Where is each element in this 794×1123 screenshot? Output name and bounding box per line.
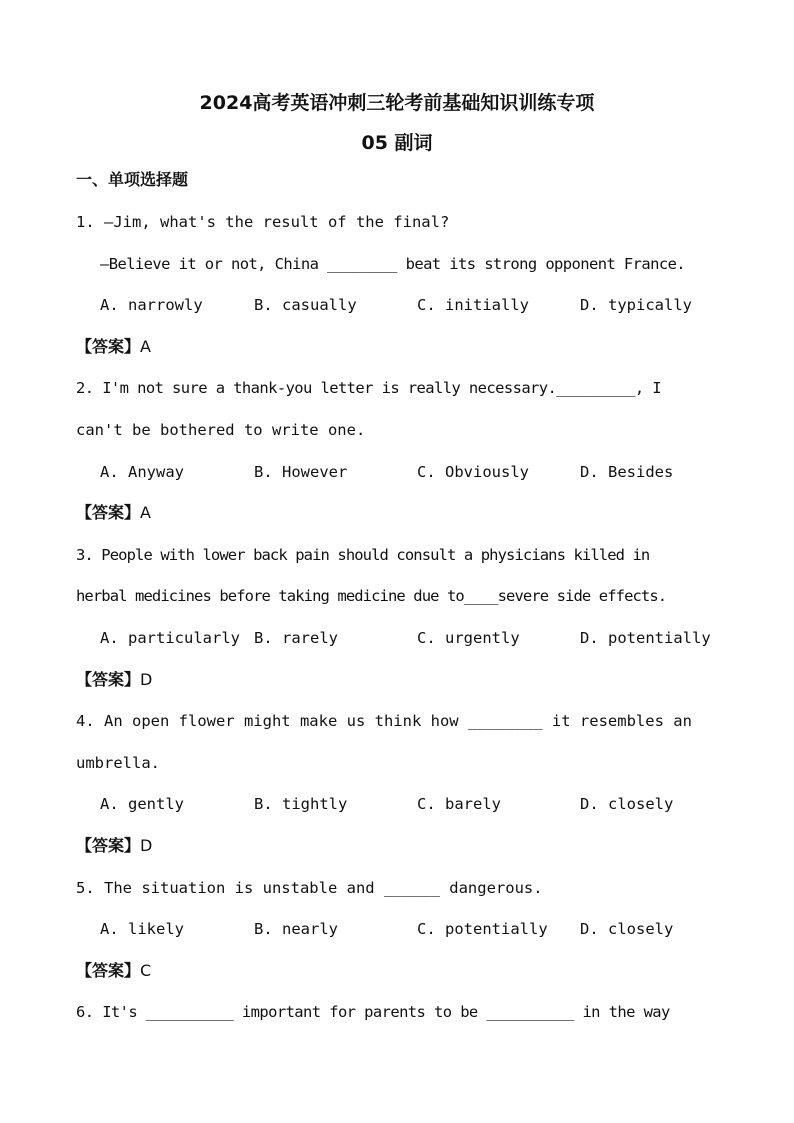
section-heading: 一、单项选择题 xyxy=(76,170,189,189)
answer-label: 【答案】 xyxy=(76,503,141,522)
answer-value: A xyxy=(140,337,151,356)
question-4-option-b: B. tightly xyxy=(254,795,348,813)
question-5-text: 5. The situation is unstable and ______ dangerous. xyxy=(76,879,543,897)
answer-value: C xyxy=(140,961,152,980)
answer-value: D xyxy=(140,670,153,689)
question-2-text-line-2: can't be bothered to write one. xyxy=(76,421,366,439)
answer-value: A xyxy=(140,503,151,522)
question-4-option-d: D. closely xyxy=(580,795,674,813)
question-2-text-line-1: 2. I'm not sure a thank-you letter is really necessary._________, I xyxy=(76,379,662,397)
question-2-answer xyxy=(76,503,151,523)
answer-label: 【答案】 xyxy=(76,670,141,689)
answer-label: 【答案】 xyxy=(76,836,141,855)
question-1-subtext: —Believe it or not, China ________ beat its strong opponent France. xyxy=(100,255,686,273)
question-3-option-c: C. urgently xyxy=(417,629,520,647)
question-2-option-b: B. However xyxy=(254,463,348,481)
question-2-option-c: C. Obviously xyxy=(417,463,529,481)
question-3-text-line-1: 3. People with lower back pain should consult a physicians killed in xyxy=(76,546,650,564)
question-2-option-d: D. Besides xyxy=(580,463,674,481)
question-1-text: 1. —Jim, what's the result of the final? xyxy=(76,213,450,231)
document-title: 2024高考英语冲刺三轮考前基础知识训练专项 xyxy=(199,92,595,114)
question-1-option-c: C. initially xyxy=(417,296,529,314)
question-4-answer xyxy=(76,836,152,856)
question-4-option-c: C. barely xyxy=(417,795,501,813)
question-3-answer xyxy=(76,670,152,690)
question-4-text-line-1: 4. An open flower might make us think how ________ it resembles an xyxy=(76,712,692,730)
question-3-option-d: D. potentially xyxy=(580,629,711,647)
question-5-option-c: C. potentially xyxy=(417,920,548,938)
question-6-text: 6. It's __________ important for parents to be __________ in the way xyxy=(76,1003,670,1021)
question-1-answer xyxy=(76,337,151,357)
question-3-option-a: A. particularly xyxy=(100,629,240,647)
question-4-option-a: A. gently xyxy=(100,795,184,813)
question-5-answer xyxy=(76,961,151,981)
question-4-text-line-2: umbrella. xyxy=(76,754,160,772)
question-5-option-a: A. likely xyxy=(100,920,184,938)
question-2-option-a: A. Anyway xyxy=(100,463,184,481)
answer-label: 【答案】 xyxy=(76,337,141,356)
answer-label: 【答案】 xyxy=(76,961,141,980)
question-3-text-line-2: herbal medicines before taking medicine due to____severe side effects. xyxy=(76,587,667,605)
question-1-option-b: B. casually xyxy=(254,296,357,314)
document-subtitle: 05 副词 xyxy=(361,132,433,154)
question-5-option-b: B. nearly xyxy=(254,920,338,938)
question-1-option-a: A. narrowly xyxy=(100,296,203,314)
question-3-option-b: B. rarely xyxy=(254,629,338,647)
question-1-option-d: D. typically xyxy=(580,296,692,314)
question-5-option-d: D. closely xyxy=(580,920,674,938)
answer-value: D xyxy=(140,836,153,855)
